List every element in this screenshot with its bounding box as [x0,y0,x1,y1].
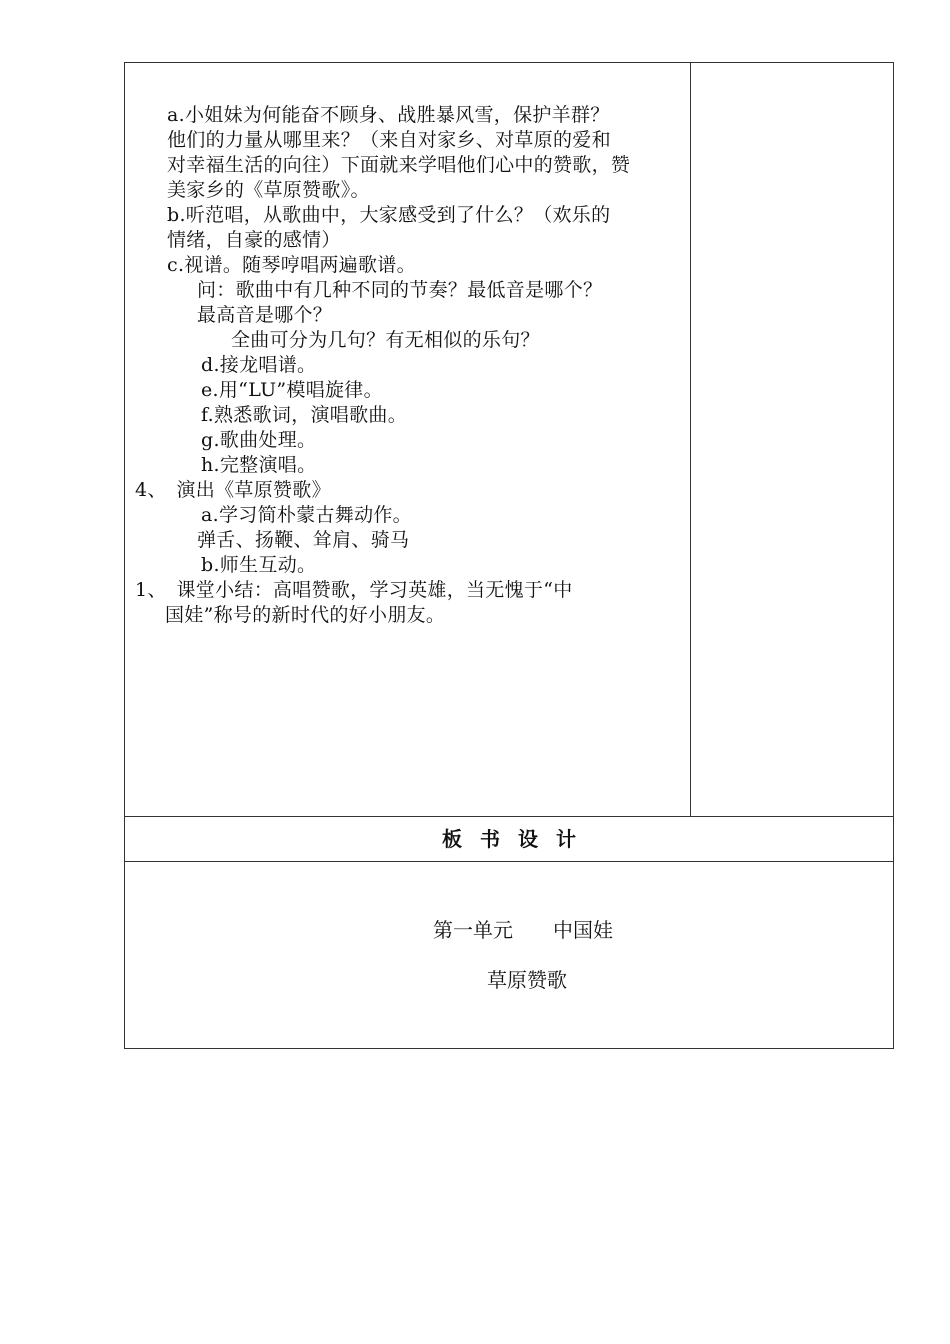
process-line-17: a.学习简朴蒙古舞动作。 [201,504,412,526]
process-line-5: b.听范唱，从歌曲中，大家感受到了什么？（欢乐的 [167,204,611,226]
process-line-9: 最高音是哪个？ [197,304,333,326]
process-line-3: 对幸福生活的向往）下面就来学唱他们心中的赞歌，赞 [167,154,631,176]
lesson-plan-table [124,62,894,1049]
process-line-13: f.熟悉歌词，演唱歌曲。 [201,404,407,426]
process-line-10: 全曲可分为几句？有无相似的乐句？ [231,329,540,351]
process-line-20: 1、 课堂小结：高唱赞歌，学习英雄，当无愧于“中 [135,579,573,601]
process-line-8: 问：歌曲中有几种不同的节奏？最低音是哪个？ [197,279,603,301]
process-line-12: e.用“LU”模唱旋律。 [201,379,383,401]
process-line-15: h.完整演唱。 [201,454,317,476]
board-unit-line: 第一单元 中国娃 [433,918,613,942]
process-line-16: 4、 演出《草原赞歌》 [135,479,331,501]
process-line-6: 情绪，自豪的感情） [167,229,341,251]
process-line-18: 弹舌、扬鞭、耸肩、骑马 [197,529,410,551]
process-line-19: b.师生互动。 [201,554,317,576]
process-line-4: 美家乡的《草原赞歌》。 [167,179,370,201]
process-line-1: a.小姐妹为何能奋不顾身、战胜暴风雪，保护羊群？ [167,104,610,126]
process-line-11: d.接龙唱谱。 [201,354,317,376]
teaching-process-row [125,63,893,817]
board-design-body [125,862,893,1048]
board-song-line: 草原赞歌 [487,968,567,992]
teaching-process-cell [125,63,691,816]
board-design-title: 板书设计 [442,827,594,851]
process-line-7: c.视谱。随琴哼唱两遍歌谱。 [167,254,416,276]
board-design-header-row [125,817,893,862]
process-line-21: 国娃”称号的新时代的好小朋友。 [165,604,446,626]
process-line-2: 他们的力量从哪里来？（来自对家乡、对草原的爱和 [167,129,611,151]
process-line-14: g.歌曲处理。 [201,429,317,451]
notes-cell [691,63,893,816]
